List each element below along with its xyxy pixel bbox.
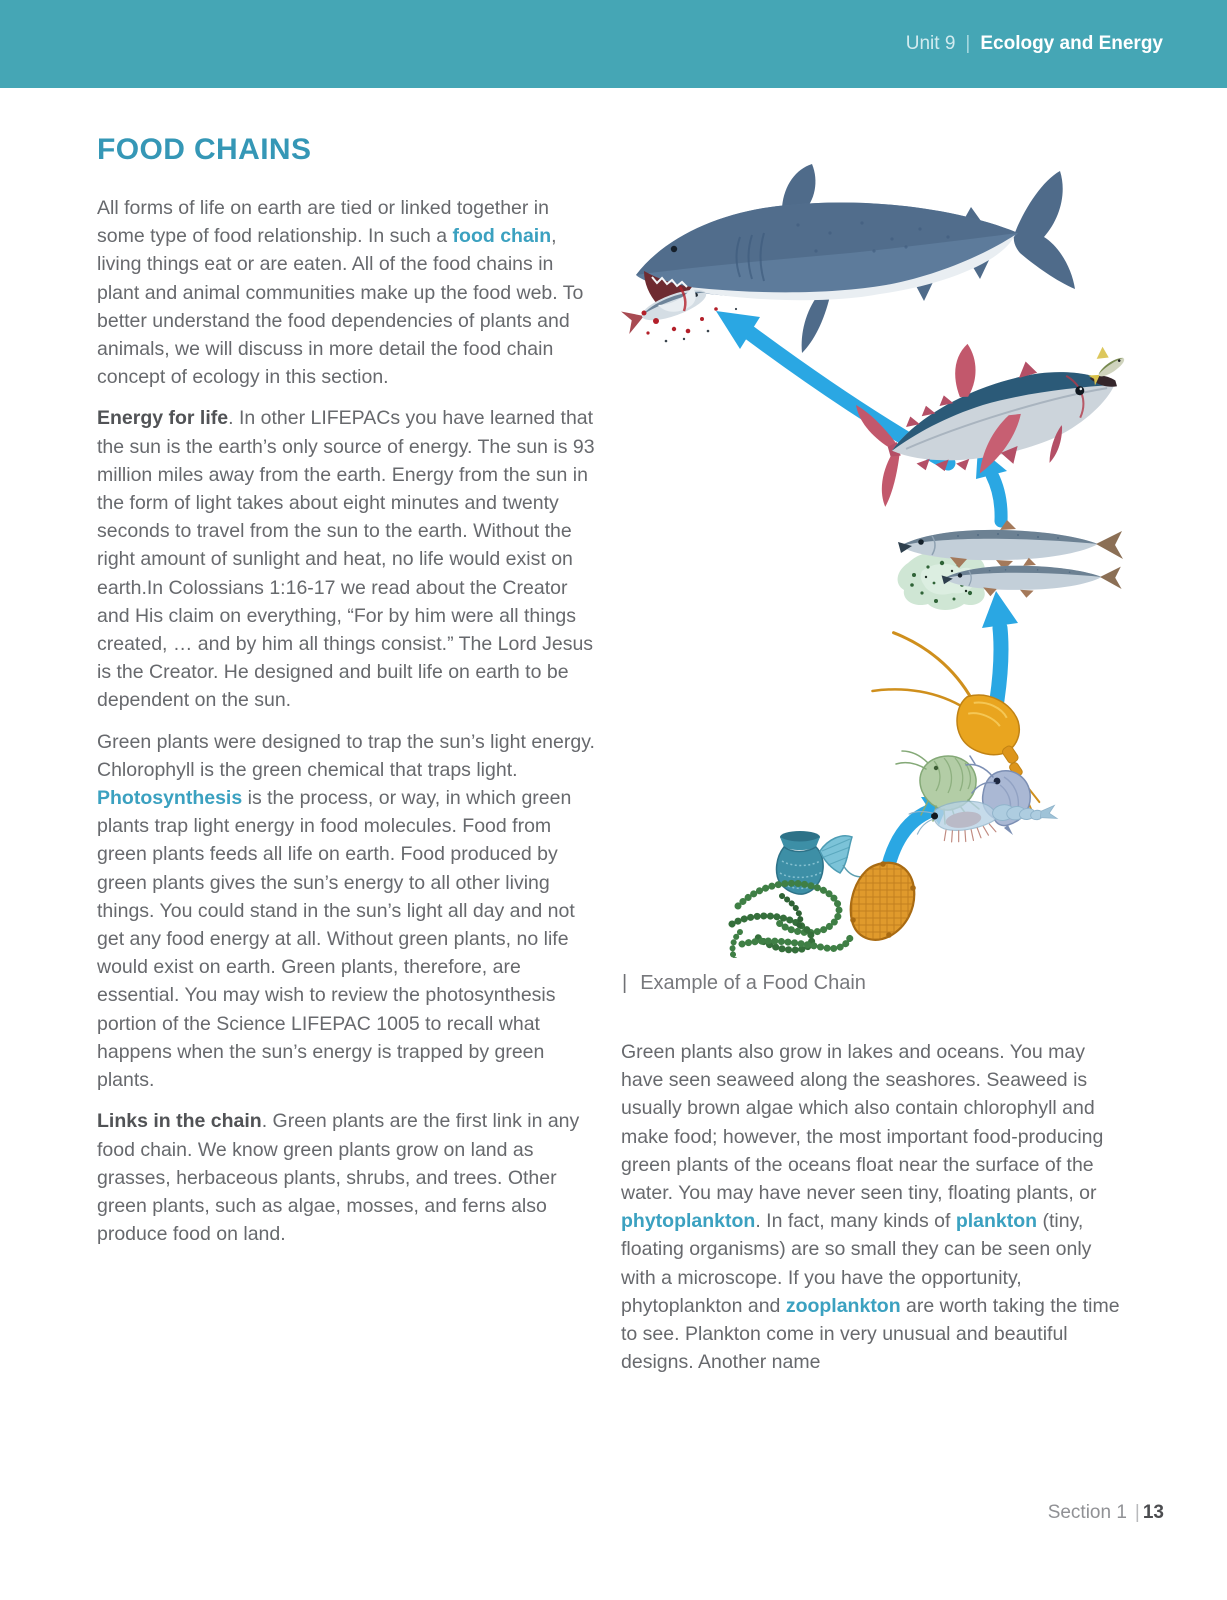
- footer-section-label: Section 1: [1047, 1502, 1127, 1523]
- page-header: [0, 0, 1227, 88]
- diatom-fan-icon: [820, 836, 852, 873]
- arrow-zooplankton-to-herring-icon: [982, 591, 1018, 700]
- header-unit-label: Unit 9: [905, 33, 956, 54]
- herring-icon: [898, 520, 1123, 610]
- dinoflagellate-icon: [843, 858, 923, 948]
- text-segment: phytoplankton: [621, 1210, 756, 1233]
- text-segment: are worth taking the time to see. Plankton come in very unusual and beautiful designs. Another name: [621, 1294, 1120, 1374]
- paragraph: [97, 194, 596, 391]
- header-title: Ecology and Energy: [980, 33, 1163, 54]
- right-text-column: [621, 1038, 1120, 1389]
- text-segment: Energy for life: [97, 407, 229, 430]
- text-segment: food chain: [452, 225, 552, 248]
- footer-separator: |: [1134, 1502, 1140, 1523]
- caption-bar: |: [622, 972, 628, 994]
- paragraph: [97, 1107, 596, 1248]
- shark-icon: [621, 164, 1075, 353]
- food-chain-figure: [618, 163, 1130, 958]
- text-segment: Photosynthesis: [97, 787, 243, 810]
- green-algae-icon: [732, 883, 850, 958]
- paragraph: [621, 1038, 1120, 1376]
- text-segment: Green plants were designed to trap the sun’s light energy. Chlorophyll is the green chemical that traps light.: [97, 730, 595, 781]
- paragraph: [97, 728, 596, 1095]
- text-segment: Links in the chain: [97, 1110, 262, 1133]
- header-separator: |: [965, 33, 971, 54]
- text-segment: . In fact, many kinds of: [755, 1210, 956, 1233]
- text-segment: plankton: [955, 1210, 1038, 1233]
- page-title: FOOD CHAINS: [97, 133, 312, 166]
- text-segment: All forms of life on earth are tied or linked together in some type of food relationship. In such a: [97, 197, 549, 248]
- text-segment: , living things eat or are eaten. All of the food chains in plant and animal communities make up the food web. To better understand the food dependencies of plants and animals, we will discuss in more detail the food chain concept of ecology in this section.: [97, 225, 584, 389]
- caption-text: Example of a Food Chain: [640, 972, 866, 994]
- text-segment: zooplankton: [785, 1294, 901, 1317]
- paragraph: [97, 404, 596, 714]
- footer-page-number: 13: [1142, 1502, 1164, 1523]
- text-segment: Green plants also grow in lakes and oceans. You may have seen seaweed along the seashores. Seaweed is usually brown algae which also contain chlorophyll and make food; however, the most important food-producing green plants of the oceans float near the surface of the water. You may have never seen tiny, floating plants, or: [621, 1041, 1104, 1205]
- page-footer: [1048, 1502, 1164, 1524]
- figure-caption: [622, 972, 866, 995]
- left-text-column: [97, 194, 596, 1261]
- text-segment: is the process, or way, in which green plants trap light energy in food molecules. Food from green plants feeds all life on earth. Food produced by green plants gives the sun’s energy to all other living things. You could stand in the sun’s light all day and not get any food energy at all. Without green plants, no life would exist on earth. Green plants, therefore, are essential. You may wish to review the photosynthesis portion of the Science LIFEPAC 1005 to recall what happens when the sun’s energy is trapped by green plants.: [97, 787, 575, 1092]
- text-segment: . In other LIFEPACs you have learned that the sun is the earth’s only source of energy. The sun is 93 million miles away from the earth. Energy from the sun in the form of light takes about eight minutes and twenty seconds to travel from the sun to the earth. Without the right amount of sunlight and heat, no life would exist on earth.In Colossians 1:16-17 we read about the Creator and His claim on everything, “For by him were all things created, … and by him all things consist.” The Lord Jesus is the Creator. He designed and built life on earth to be dependent on the sun.: [97, 407, 595, 712]
- text-segment: (tiny, floating organisms) are so small they can be seen only with a microscope. If you have the opportunity, phytoplankton and: [621, 1210, 1092, 1317]
- text-segment: . Green plants are the first link in any food chain. We know green plants grow on land as grasses, herbaceous plants, shrubs, and trees. Other green plants, such as algae, mosses, and ferns also produce food on land.: [97, 1110, 580, 1246]
